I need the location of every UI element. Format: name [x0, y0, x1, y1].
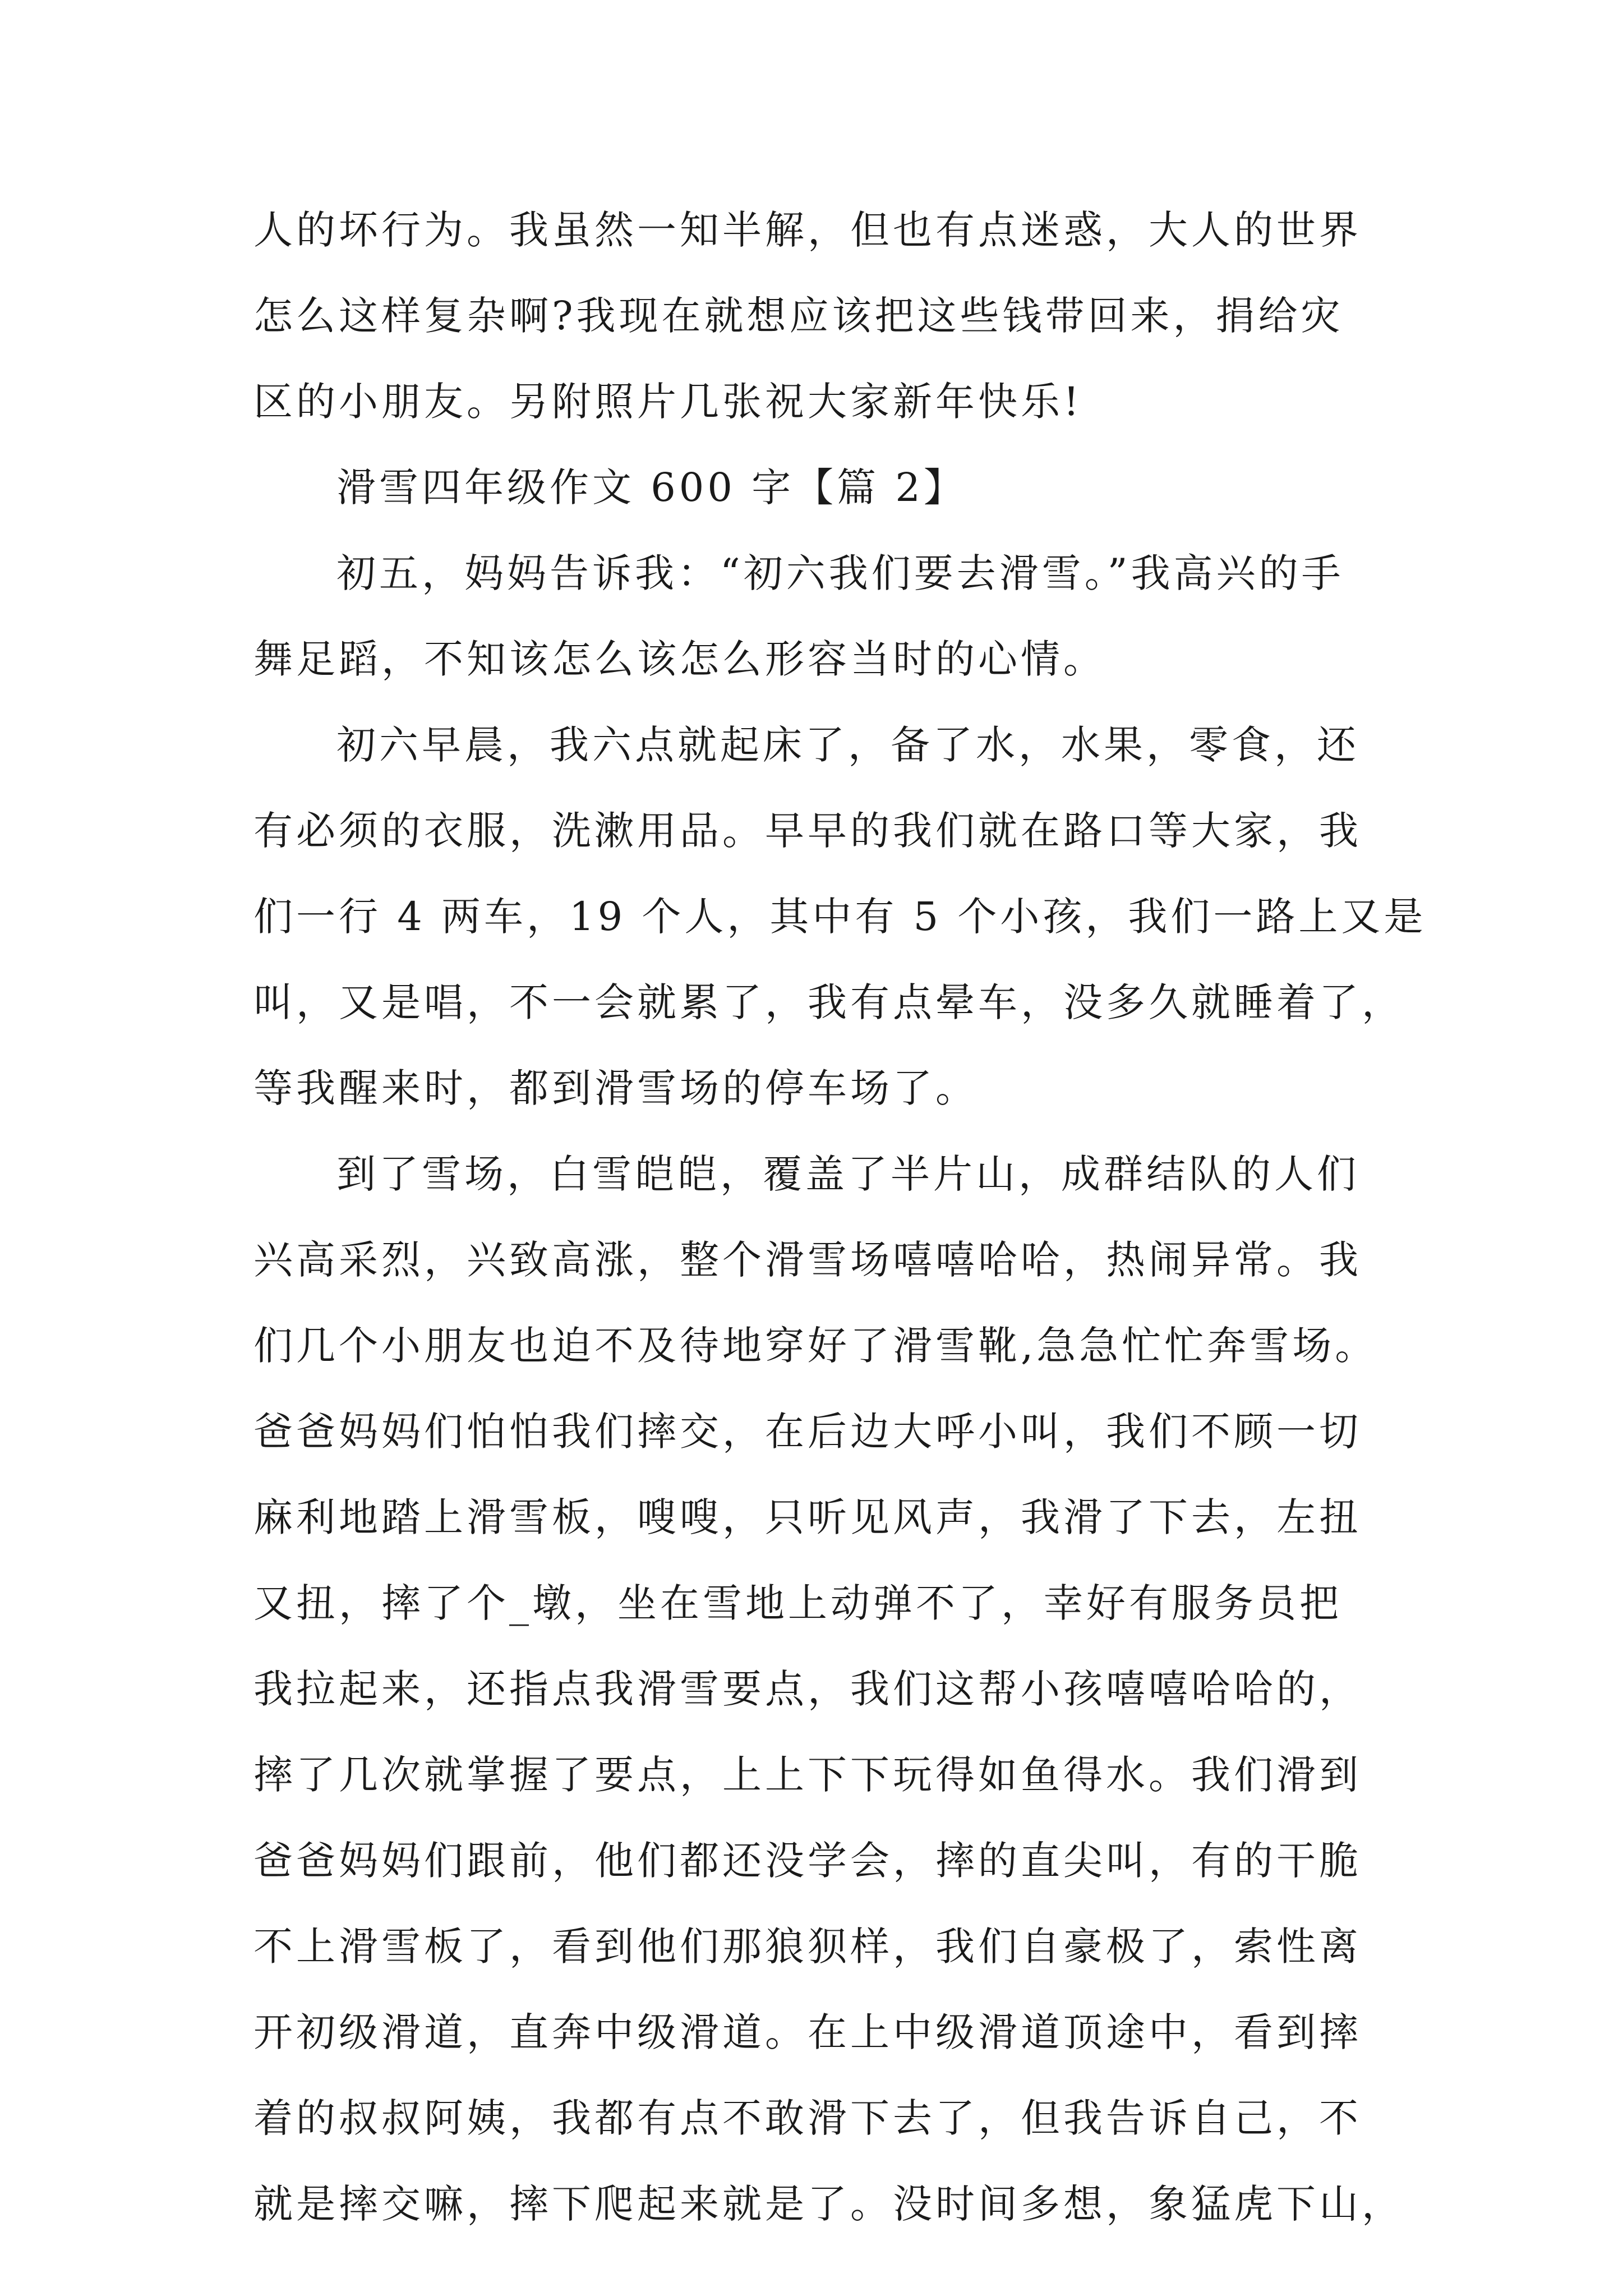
body-text-line: 着的叔叔阿姨，我都有点不敢滑下去了，但我告诉自己，不 [253, 2095, 1362, 2141]
body-text-line: 人的坏行为。我虽然一知半解，但也有点迷惑，大人的世界 [253, 207, 1362, 253]
body-text-line: 怎么这样复杂啊?我现在就想应该把这些钱带回来，捐给灾 [253, 293, 1344, 339]
body-text-line: 我拉起来，还指点我滑雪要点，我们这帮小孩嘻嘻哈哈的， [253, 1666, 1362, 1712]
body-text-line: 有必须的衣服，洗漱用品。早早的我们就在路口等大家，我 [253, 808, 1362, 854]
body-text-line: 就是摔交嘛，摔下爬起来就是了。没时间多想，象猛虎下山， [253, 2181, 1404, 2227]
body-text-line: 们几个小朋友也迫不及待地穿好了滑雪靴,急急忙忙奔雪场。 [253, 1323, 1378, 1369]
body-text-line: 区的小朋友。另附照片几张祝大家新年快乐! [253, 379, 1083, 425]
body-text-line: 等我醒来时，都到滑雪场的停车场了。 [253, 1065, 978, 1111]
body-text-line: 叫，又是唱，不一会就累了，我有点晕车，没多久就睡着了， [253, 979, 1404, 1025]
body-text-line: 摔了几次就掌握了要点，上上下下玩得如鱼得水。我们滑到 [253, 1752, 1362, 1798]
body-text-line: 初五，妈妈告诉我：“初六我们要去滑雪。”我高兴的手 [336, 550, 1344, 596]
body-text-line: 麻利地踏上滑雪板，嗖嗖，只听见风声，我滑了下去，左扭 [253, 1494, 1362, 1540]
body-text-line: 开初级滑道，直奔中级滑道。在上中级滑道顶途中，看到摔 [253, 2009, 1362, 2055]
body-text-line: 初六早晨，我六点就起床了，备了水，水果，零食，还 [336, 722, 1359, 768]
body-text-line: 兴高采烈，兴致高涨，整个滑雪场嘻嘻哈哈，热闹异常。我 [253, 1237, 1362, 1283]
body-text-line: 爸爸妈妈们怕怕我们摔交，在后边大呼小叫，我们不顾一切 [253, 1409, 1362, 1455]
body-text-line: 又扭，摔了个_墩，坐在雪地上动弹不了，幸好有服务员把 [253, 1580, 1342, 1626]
body-text-line: 到了雪场，白雪皑皑，覆盖了半片山，成群结队的人们 [336, 1151, 1359, 1197]
body-text-line: 们一行 4 两车，19 个人，其中有 5 个小孩，我们一路上又是 [253, 894, 1427, 940]
body-text-line: 不上滑雪板了，看到他们那狼狈样，我们自豪极了，索性离 [253, 1924, 1362, 1970]
body-text-line: 爸爸妈妈们跟前，他们都还没学会，摔的直尖叫，有的干脆 [253, 1838, 1362, 1884]
section-heading: 滑雪四年级作文 600 字【篇 2】 [336, 464, 966, 510]
body-text-line: 舞足蹈，不知该怎么该怎么形容当时的心情。 [253, 636, 1106, 682]
